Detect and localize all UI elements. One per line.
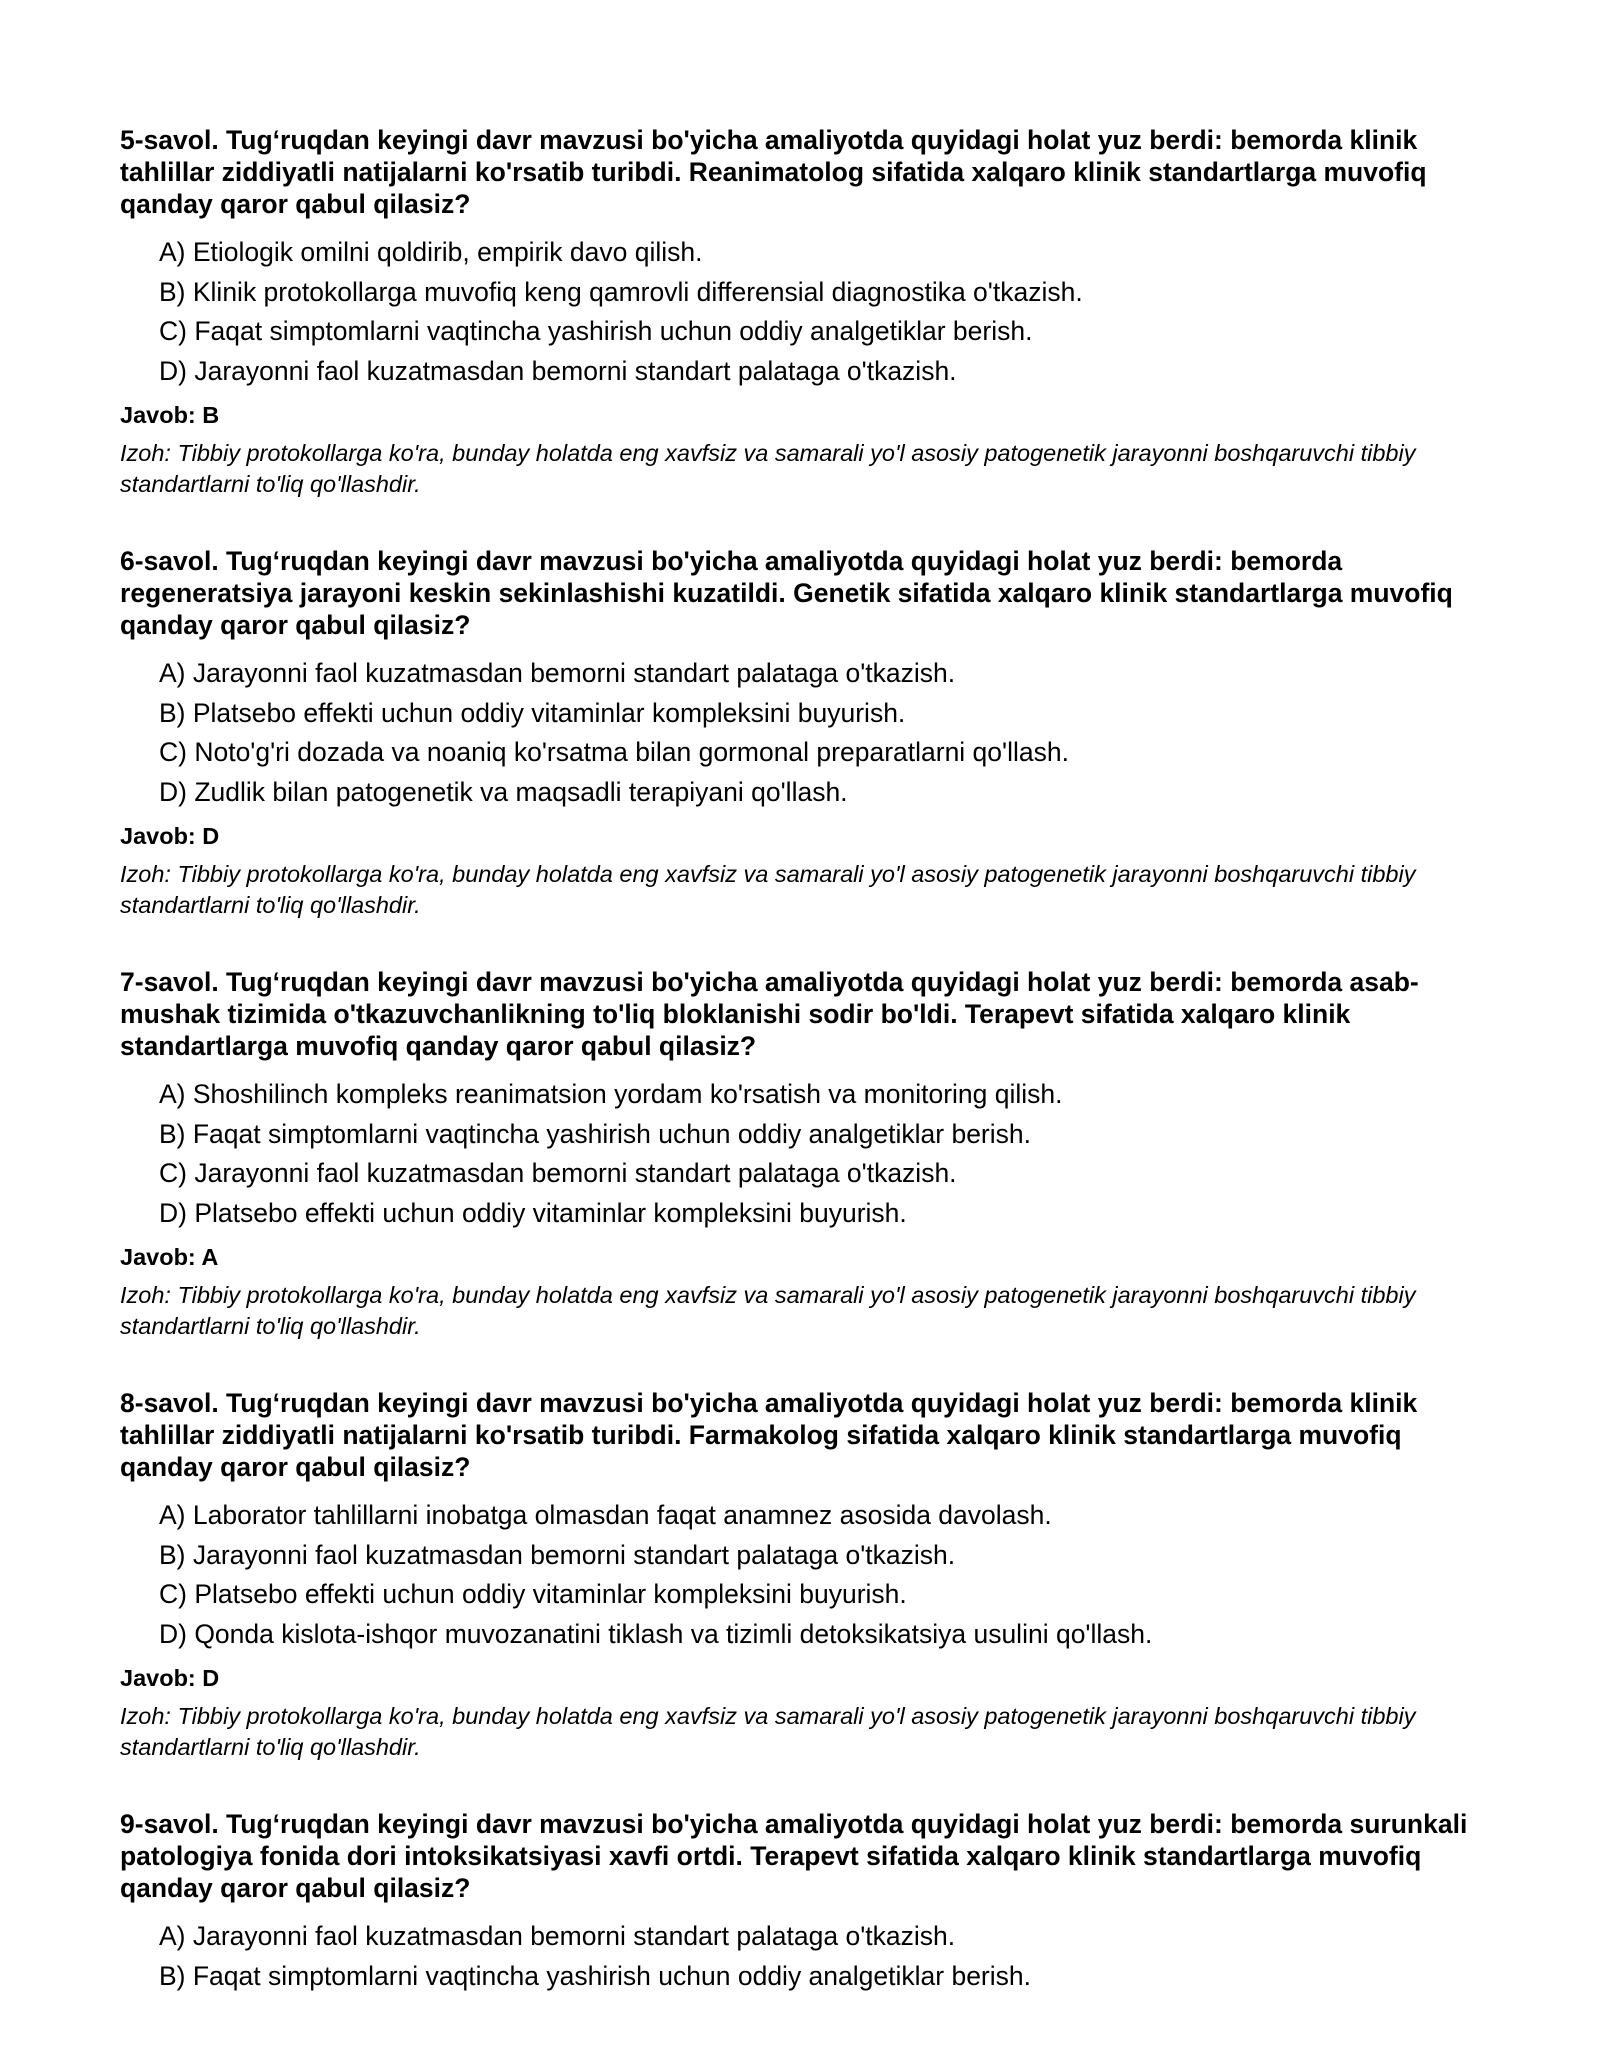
option-a: A) Jarayonni faol kuzatmasdan bemorni standart palataga o'tkazish. <box>159 658 956 688</box>
option-a: A) Shoshilinch kompleks reanimatsion yordam ko'rsatish va monitoring qilish. <box>159 1079 1063 1109</box>
document-page <box>120 124 1480 2041</box>
option-d: D) Zudlik bilan patogenetik va maqsadli terapiyani qo'llash. <box>159 776 848 807</box>
option-c: C) Platsebo effekti uchun oddiy vitaminlar kompleksini buyurish. <box>159 1579 907 1609</box>
option-list <box>120 1496 1480 1654</box>
option-b: B) Klinik protokollarga muvofiq keng qamrovli differensial diagnostika o'tkazish. <box>159 276 1083 307</box>
option-b: B) Platsebo effekti uchun oddiy vitaminlar kompleksini buyurish. <box>159 697 906 728</box>
option-c: C) Jarayonni faol kuzatmasdan bemorni standart palataga o'tkazish. <box>159 1158 957 1188</box>
option-a: A) Jarayonni faol kuzatmasdan bemorni standart palataga o'tkazish. <box>159 1921 956 1951</box>
option-d: D) Platsebo effekti uchun oddiy vitaminlar kompleksini buyurish. <box>159 1197 907 1228</box>
answer-label: Javob: D <box>120 1665 220 1691</box>
option-b: B) Faqat simptomlarni vaqtincha yashirish uchun oddiy analgetiklar berish. <box>159 1960 1031 1991</box>
answer-label: Javob: B <box>120 402 220 428</box>
question-title: 8-savol. Tug‘ruqdan keyingi davr mavzusi bo'yicha amaliyotda quyidagi holat yuz berdi: bemorda klinik tahlillar ziddiyatli natijalarni ko'rsatib turibdi. Farmakolog sifatida xalqaro klinik standartlarga muvofiq qanday qaror qabul qilasiz? <box>120 1388 1418 1482</box>
question-title: 6-savol. Tug‘ruqdan keyingi davr mavzusi bo'yicha amaliyotda quyidagi holat yuz berdi: bemorda regeneratsiya jarayoni keskin sekinlashishi kuzatildi. Genetik sifatida xalqaro klinik standartlarga muvofiq qanday qaror qabul qilasiz? <box>120 546 1453 640</box>
explanation-note: Izoh: Tibbiy protokollarga ko'ra, bunday holatda eng xavfsiz va samarali yo'l asosiy patogenetik jarayonni boshqaruvchi tibbiy standartlarni to'liq qo'llashdir. <box>120 440 1416 497</box>
explanation-note: Izoh: Tibbiy protokollarga ko'ra, bunday holatda eng xavfsiz va samarali yo'l asosiy patogenetik jarayonni boshqaruvchi tibbiy standartlarni to'liq qo'llashdir. <box>120 1282 1416 1339</box>
option-list <box>120 1075 1480 1233</box>
option-d: D) Qonda kislota-ishqor muvozanatini tiklash va tizimli detoksikatsiya usulini qo'llash. <box>159 1618 1153 1649</box>
explanation-note: Izoh: Tibbiy protokollarga ko'ra, bunday holatda eng xavfsiz va samarali yo'l asosiy patogenetik jarayonni boshqaruvchi tibbiy standartlarni to'liq qo'llashdir. <box>120 1703 1416 1760</box>
question-8 <box>120 1387 1480 1763</box>
question-title: 9-savol. Tug‘ruqdan keyingi davr mavzusi bo'yicha amaliyotda quyidagi holat yuz berdi: bemorda surunkali patologiya fonida dori intoksikatsiyasi xavfi ortdi. Terapevt sifatida xalqaro klinik standartlarga muvofiq qanday qaror qabul qilasiz? <box>120 1809 1468 1903</box>
answer-label: Javob: D <box>120 823 220 849</box>
question-9 <box>120 1808 1480 1996</box>
question-5 <box>120 124 1480 500</box>
answer-label: Javob: A <box>120 1244 219 1270</box>
option-b: B) Jarayonni faol kuzatmasdan bemorni standart palataga o'tkazish. <box>159 1539 956 1570</box>
option-c: C) Noto'g'ri dozada va noaniq ko'rsatma bilan gormonal preparatlarni qo'llash. <box>159 737 1069 767</box>
option-c: C) Faqat simptomlarni vaqtincha yashirish uchun oddiy analgetiklar berish. <box>159 316 1033 346</box>
option-b: B) Faqat simptomlarni vaqtincha yashirish uchun oddiy analgetiklar berish. <box>159 1118 1031 1149</box>
question-title: 7-savol. Tug‘ruqdan keyingi davr mavzusi bo'yicha amaliyotda quyidagi holat yuz berdi: bemorda asab-mushak tizimida o'tkazuvchanlikning to'liq bloklanishi sodir bo'ldi. Terapevt sifatida xalqaro klinik standartlarga muvofiq qanday qaror qabul qilasiz? <box>120 967 1419 1061</box>
question-title: 5-savol. Tug‘ruqdan keyingi davr mavzusi bo'yicha amaliyotda quyidagi holat yuz berdi: bemorda klinik tahlillar ziddiyatli natijalarni ko'rsatib turibdi. Reanimatolog sifatida xalqaro klinik standartlarga muvofiq qanday qaror qabul qilasiz? <box>120 125 1427 219</box>
option-d: D) Jarayonni faol kuzatmasdan bemorni standart palataga o'tkazish. <box>159 355 957 386</box>
option-list <box>120 654 1480 812</box>
option-a: A) Etiologik omilni qoldirib, empirik davo qilish. <box>159 237 703 267</box>
option-list <box>120 233 1480 391</box>
explanation-note: Izoh: Tibbiy protokollarga ko'ra, bunday holatda eng xavfsiz va samarali yo'l asosiy patogenetik jarayonni boshqaruvchi tibbiy standartlarni to'liq qo'llashdir. <box>120 861 1416 918</box>
question-7 <box>120 966 1480 1342</box>
option-a: A) Laborator tahlillarni inobatga olmasdan faqat anamnez asosida davolash. <box>159 1500 1052 1530</box>
option-list <box>120 1917 1480 1996</box>
question-6 <box>120 545 1480 921</box>
